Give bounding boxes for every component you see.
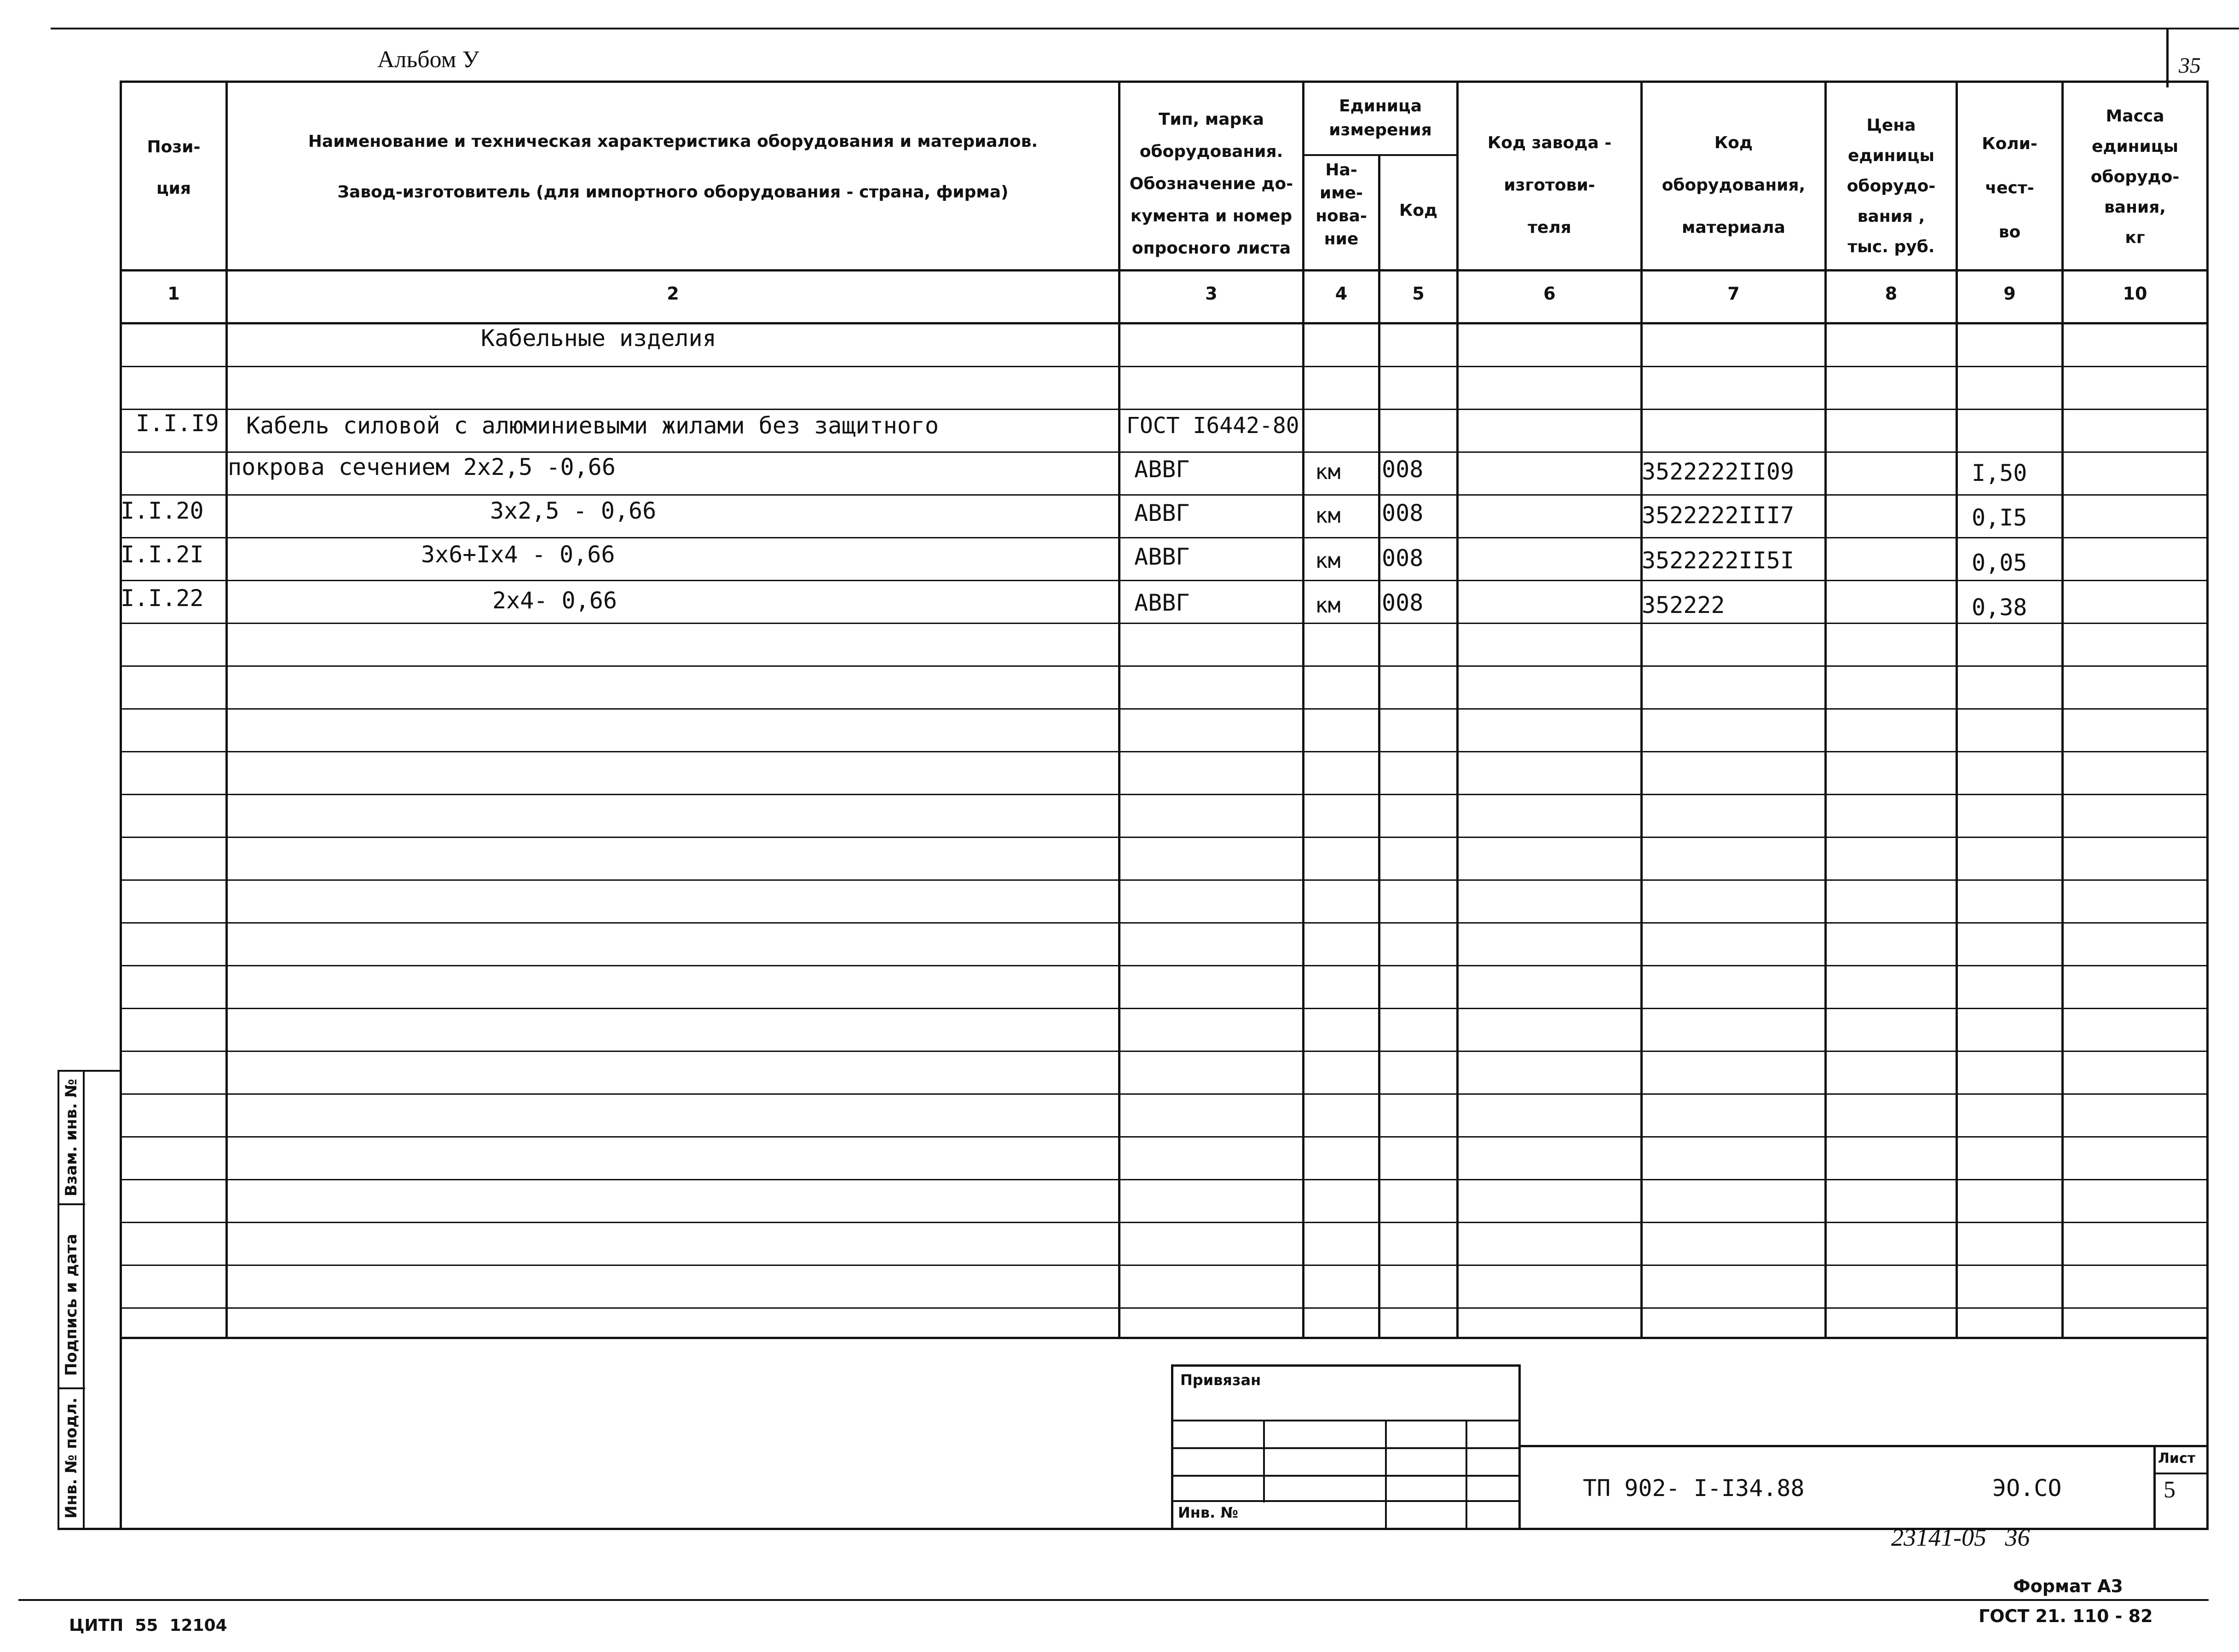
- colnum-2: 2: [667, 283, 679, 304]
- vline-6: [1456, 81, 1459, 1339]
- row-divider: [120, 922, 2209, 924]
- row-position: I.I.I9: [136, 410, 219, 437]
- row-doc: АВВГ: [1134, 543, 1190, 570]
- row-divider: [120, 409, 2209, 410]
- header-unit-group: Единица измерения: [1329, 97, 1432, 139]
- colnum-bottom: [120, 322, 2209, 324]
- privyazan-label: Привязан: [1180, 1371, 1261, 1389]
- colnum-9: 9: [2003, 283, 2016, 304]
- header-name-line1: Наименование и техническая характеристика оборудования и материалов.: [308, 132, 1038, 151]
- privyazan-v3: [1466, 1420, 1467, 1530]
- page-number-top: 35: [2179, 53, 2201, 78]
- sheet-box-div: [2153, 1473, 2209, 1474]
- row-qty: I,50: [1972, 460, 2027, 486]
- colnum-5: 5: [1412, 283, 1425, 304]
- format-label: Формат А3: [2013, 1576, 2123, 1596]
- row-divider: [120, 494, 2209, 496]
- frame-bottom: [58, 1528, 2209, 1530]
- privyazan-row2: [1171, 1447, 1521, 1449]
- privyazan-top: [1171, 1364, 1521, 1367]
- row-divider: [120, 1008, 2209, 1009]
- header-bottom: [120, 269, 2209, 271]
- header-position: Пози- ция: [147, 138, 201, 198]
- row-qty: 0,05: [1972, 549, 2027, 576]
- section-title: Кабельные изделия: [481, 325, 716, 352]
- row-doc: АВВГ: [1134, 456, 1190, 483]
- row-divider: [120, 837, 2209, 838]
- row-divider: [120, 1136, 2209, 1138]
- row-doc: АВВГ: [1134, 500, 1190, 526]
- colnum-3: 3: [1205, 283, 1218, 304]
- row-divider: [120, 1093, 2209, 1095]
- side-stamp-left: [58, 1070, 59, 1530]
- gost-label: ГОСТ 21. 110 - 82: [1979, 1606, 2153, 1626]
- row-divider: [120, 366, 2209, 367]
- colnum-1: 1: [167, 283, 180, 304]
- vline-4: [1302, 81, 1304, 1339]
- unit-group-divider: [1302, 154, 1459, 156]
- side-label-podpis: Подпись и дата: [62, 1234, 81, 1376]
- row-divider: [120, 708, 2209, 710]
- colnum-7: 7: [1727, 283, 1740, 304]
- header-factory-code: Код завода - изготови- теля: [1487, 133, 1612, 237]
- row-unit-code: 008: [1382, 589, 1424, 616]
- page-corner-vline: [2166, 28, 2169, 87]
- row-unit: км: [1315, 593, 1341, 618]
- row-divider: [120, 965, 2209, 966]
- row-divider: [120, 1307, 2209, 1309]
- side-label-vzam: Взам. инв. №: [62, 1079, 81, 1196]
- handwritten-note: 23141-05 36: [1891, 1524, 2030, 1551]
- inv-no-label: Инв. №: [1178, 1504, 1238, 1521]
- row-unit-code: 008: [1382, 500, 1424, 526]
- table-top: [120, 81, 2209, 83]
- vline-8: [1824, 81, 1827, 1339]
- header-unit-name: На- име- нова- ние: [1316, 161, 1367, 248]
- vline-10: [2061, 81, 2064, 1339]
- side-stamp-div2: [58, 1387, 85, 1389]
- header-equipment-code: Код оборудования, материала: [1662, 133, 1806, 237]
- header-name-line2: Завод-изготовитель (для импортного оборудования - страна, фирма): [337, 183, 1009, 202]
- sheet-label: Лист: [2158, 1450, 2196, 1467]
- colnum-4: 4: [1335, 283, 1348, 304]
- colnum-6: 6: [1543, 283, 1556, 304]
- row-qty: 0,38: [1972, 594, 2027, 621]
- row-code: 3522222III7: [1642, 502, 1795, 529]
- row-doc: ГОСТ I6442-80: [1126, 413, 1299, 439]
- tsitp-label: ЦИТП 55 12104: [69, 1616, 227, 1635]
- row-name: 2х4- 0,66: [492, 587, 617, 614]
- top-rule: [51, 28, 2239, 29]
- colnum-10: 10: [2123, 283, 2147, 304]
- privyazan-row1: [1171, 1420, 1521, 1421]
- row-divider: [120, 1051, 2209, 1052]
- row-qty: 0,I5: [1972, 504, 2027, 531]
- privyazan-row3: [1171, 1475, 1521, 1477]
- vline-3: [1118, 81, 1120, 1339]
- bottom-rule: [18, 1599, 2209, 1601]
- row-doc: АВВГ: [1134, 589, 1190, 616]
- row-divider: [120, 879, 2209, 881]
- table-body-bottom: [120, 1337, 2209, 1339]
- row-divider: [120, 1179, 2209, 1180]
- privyazan-row4: [1171, 1500, 1521, 1502]
- row-unit: км: [1315, 459, 1341, 484]
- side-stamp-mid: [83, 1070, 85, 1530]
- header-unit-price: Цена единицы оборудо- вания , тыс. руб.: [1847, 116, 1936, 256]
- row-position: I.I.22: [121, 585, 204, 612]
- row-code: 3522222II09: [1642, 458, 1795, 485]
- side-stamp-top: [58, 1070, 122, 1072]
- row-divider: [120, 451, 2209, 453]
- row-unit-code: 008: [1382, 456, 1424, 483]
- side-label-inv: Инв. № подл.: [62, 1397, 81, 1519]
- row-code: 352222: [1642, 592, 1725, 618]
- row-divider: [120, 751, 2209, 752]
- row-name: покрова сечением 2х2,5 -0,66: [228, 454, 616, 480]
- row-unit: км: [1315, 548, 1341, 573]
- row-divider: [120, 665, 2209, 667]
- row-divider: [120, 623, 2209, 624]
- row-position: I.I.20: [121, 497, 204, 524]
- vline-2: [225, 81, 228, 1339]
- document-mark: ЭО.СО: [1992, 1475, 2062, 1502]
- row-divider: [120, 580, 2209, 581]
- row-name: 3х6+Iх4 - 0,66: [421, 541, 615, 568]
- header-quantity: Коли- чест- во: [1982, 134, 2037, 242]
- row-position: I.I.2I: [121, 541, 204, 568]
- sheet-box-left: [2153, 1445, 2156, 1530]
- row-unit: км: [1315, 503, 1341, 528]
- privyazan-v2: [1385, 1420, 1387, 1530]
- row-name: 3х2,5 - 0,66: [490, 497, 657, 524]
- album-title: Альбом У: [377, 46, 479, 73]
- sheet-number: 5: [2164, 1477, 2176, 1503]
- colnum-8: 8: [1885, 283, 1898, 304]
- vline-9: [1956, 81, 1958, 1339]
- vline-7: [1640, 81, 1643, 1339]
- row-divider: [120, 537, 2209, 538]
- row-divider: [120, 794, 2209, 795]
- header-unit-mass: Масса единицы оборудо- вания, кг: [2090, 107, 2180, 247]
- code-block-top: [1518, 1445, 2209, 1447]
- row-name: Кабель силовой с алюминиевыми жилами без защитного: [246, 412, 939, 439]
- vline-5: [1378, 154, 1380, 1339]
- header-type-doc: Тип, марка оборудования. Обозначение до- кумента и номер опросного листа: [1129, 110, 1293, 258]
- table-right: [2206, 81, 2209, 1530]
- row-divider: [120, 1222, 2209, 1223]
- row-code: 3522222II5I: [1642, 547, 1795, 574]
- row-unit-code: 008: [1382, 545, 1424, 572]
- header-unit-code: Код: [1399, 201, 1438, 220]
- side-stamp-div1: [58, 1203, 85, 1205]
- privyazan-v1: [1263, 1420, 1265, 1502]
- row-divider: [120, 1265, 2209, 1266]
- document-code: ТП 902- I-I34.88: [1583, 1475, 1805, 1502]
